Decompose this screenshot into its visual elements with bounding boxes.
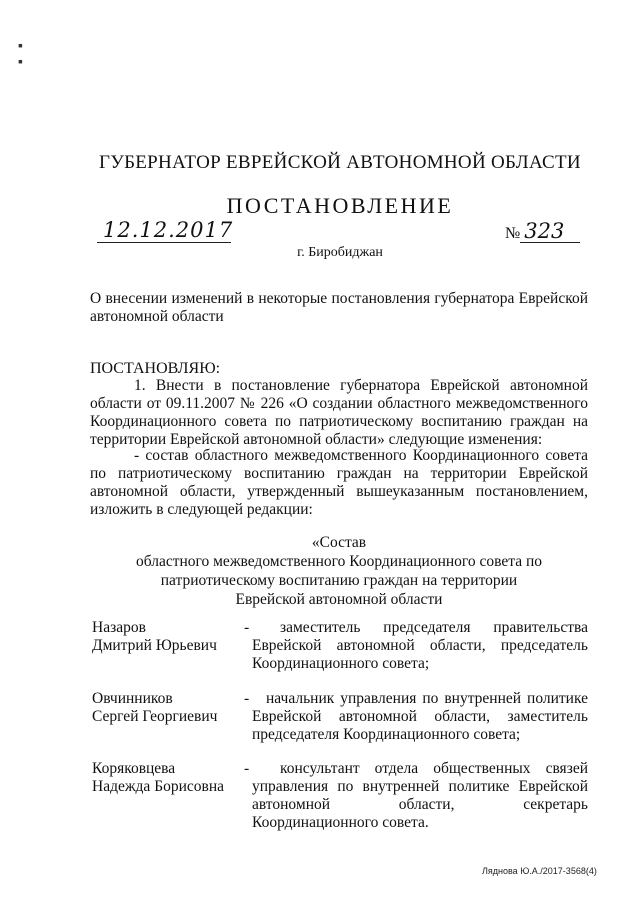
city: г. Биробиджан [297, 245, 383, 260]
member-dash: - [244, 690, 250, 707]
member-role: консультант отдела общественных связей управления по внутренней политике Еврейской автономной области, секретарь Координационного совета. [252, 760, 588, 831]
composition-title-line: «Состав [311, 534, 367, 551]
member-surname: Назаров [92, 619, 146, 636]
document-type: ПОСТАНОВЛЕНИЕ [226, 193, 454, 218]
paragraph-2: - состав областного межведомственного Координационного совета по патриотическому воспитанию граждан на территории Еврейской автономной области, утвержденный вышеуказанным постановлением, изложить в следующей редакции: [90, 447, 588, 518]
composition-title-line: областного межведомственного Координационного совета по [135, 553, 543, 570]
composition-title-line: патриотическому воспитанию граждан на территории [160, 572, 518, 589]
member-role: начальник управления по внутренней политике Еврейской автономной области, заместитель председателя Координационного совета; [252, 690, 588, 743]
document-subject: О внесении изменений в некоторые постановления губернатора Еврейской автономной области [90, 290, 588, 325]
member-given-names: Надежда Борисовна [92, 778, 225, 795]
member-name [92, 619, 217, 655]
member-surname: Овчинников [92, 690, 173, 707]
member-role: заместитель председателя правительства Еврейской автономной области, председатель Координационного совета; [252, 619, 588, 672]
member-given-names: Дмитрий Юрьевич [92, 637, 217, 654]
decree-word: ПОСТАНОВЛЯЮ: [90, 360, 221, 377]
scan-mark: ▪ [18, 55, 23, 70]
composition-title [90, 533, 588, 609]
member-surname: Коряковцева [92, 760, 176, 777]
member-dash: - [244, 619, 250, 636]
paragraph-1: 1. Внести в постановление губернатора Еврейской автономной области от 09.11.2007 № 226 «О создании областного межведомственного Координационного совета по патриотическому воспитанию граждан на территории Еврейской автономной области» следующие изменения: [90, 377, 588, 448]
number-sign: № [505, 225, 521, 242]
composition-title-line: Еврейской автономной области [235, 591, 443, 608]
handwritten-date: 12.12.2017 [97, 218, 231, 243]
executor-reference: Ляднова Ю.А./2017-3568(4) [482, 866, 597, 876]
handwritten-number: 323 [520, 220, 580, 243]
member-given-names: Сергей Георгиевич [92, 708, 218, 725]
issuing-authority: ГУБЕРНАТОР ЕВРЕЙСКОЙ АВТОНОМНОЙ ОБЛАСТИ [99, 152, 581, 173]
member-name [92, 690, 217, 726]
member-dash: - [244, 760, 250, 777]
document-number [505, 220, 580, 243]
scan-mark: ▪ [18, 39, 23, 54]
member-name [92, 760, 224, 796]
